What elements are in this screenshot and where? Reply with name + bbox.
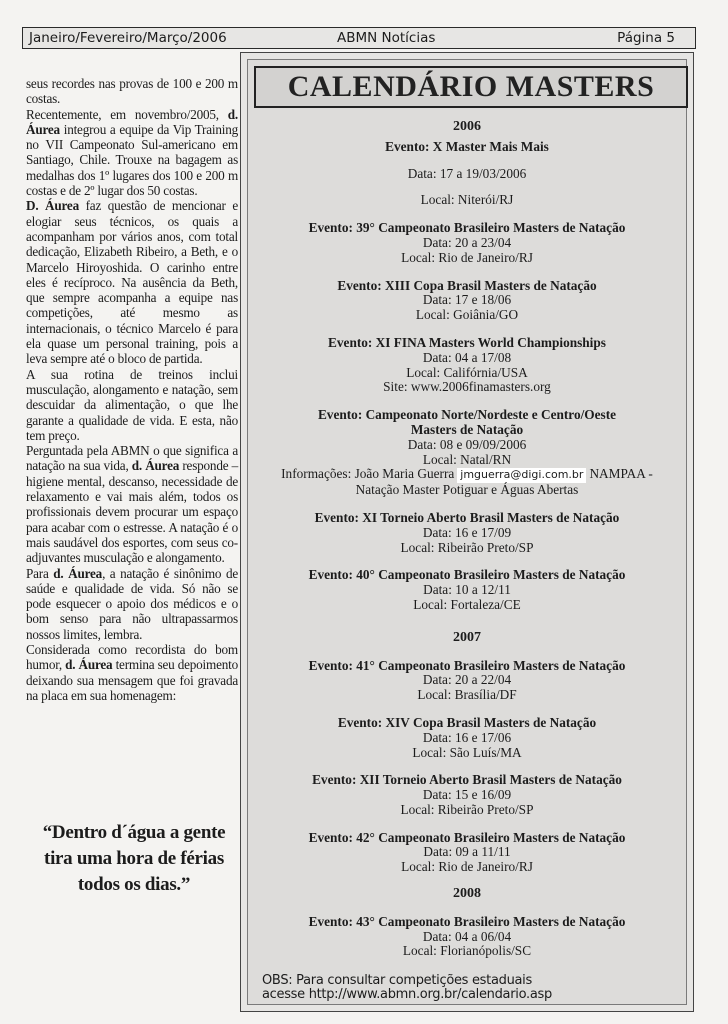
event-location: Local: Natal/RN bbox=[422, 451, 512, 467]
event-location: Local: Fortaleza/CE bbox=[413, 596, 521, 612]
year-heading: 2007 bbox=[453, 629, 481, 645]
article-paragraph: Perguntada pela ABMN o que significa a natação na sua vida, d. Áurea responde – higiene mental, descanso, necessidade de relaxamento e vai mais além, todos os profissionais devem procurar um espaço para acabar com o estresse. A natação é o mais saudável dos esportes, com seus co-adjuvantes musculação e alongamento. bbox=[26, 443, 238, 566]
event-entry bbox=[248, 511, 686, 555]
event-title: Evento: 41° Campeonato Brasileiro Masters de Natação bbox=[308, 657, 626, 673]
event-location: Local: Rio de Janeiro/RJ bbox=[401, 859, 533, 875]
page-number: Página 5 bbox=[617, 30, 675, 46]
calendar-events bbox=[248, 120, 686, 959]
calendar-title-box bbox=[254, 66, 688, 108]
event-title: Evento: Campeonato Norte/Nordeste e Centro/Oeste bbox=[317, 407, 617, 423]
event-location: Local: Goiânia/GO bbox=[415, 307, 519, 323]
issue-date: Janeiro/Fevereiro/Março/2006 bbox=[29, 30, 227, 46]
event-title: Evento: XII Torneio Aberto Brasil Masters de Natação bbox=[312, 772, 622, 788]
event-entry bbox=[248, 915, 686, 959]
event-title: Evento: XIV Copa Brasil Masters de Natação bbox=[337, 714, 597, 730]
event-date: Data: 17 e 18/06 bbox=[422, 292, 512, 308]
event-location: Local: São Luís/MA bbox=[412, 744, 522, 760]
article-paragraph: A sua rotina de treinos inclui musculação, alongamento e natação, sem descuidar da alimentação, o que lhe garante a qualidade de vida. E esta, não tem preço. bbox=[26, 366, 238, 443]
event-entry bbox=[248, 716, 686, 760]
article-paragraph: D. Áurea faz questão de mencionar e elogiar seus técnicos, os quais a acompanham por vários anos, com total dedicação, Elizabeth Ribeiro, a Beth, e o Marcelo Hiroyoshida. O carinho entre eles é recíproco. Na ausência da Beth, que sempre acompanha a equipe nas competições, até mesmo as internacionais, o técnico Marcelo é para ela quase um personal training, pois a leva sempre até o bloco de partida. bbox=[26, 198, 239, 367]
event-entry bbox=[248, 831, 686, 875]
page-header bbox=[22, 27, 696, 49]
event-entry bbox=[248, 773, 686, 817]
event-location: Local: Ribeirão Preto/SP bbox=[400, 539, 534, 555]
event-date: Data: 10 a 12/11 bbox=[423, 582, 511, 598]
event-location: Local: Brasília/DF bbox=[417, 687, 517, 703]
article-paragraph: Para d. Áurea, a natação é sinônimo de saúde e qualidade de vida. Só não se pode esquecer o apoio dos médicos e o bom senso para não ultrapassarmos nossos limites, lembra. bbox=[26, 565, 238, 642]
note-line: OBS: Para consultar competições estaduais bbox=[262, 973, 532, 988]
event-location: Local: Califórnia/USA bbox=[406, 364, 528, 380]
article-paragraph: Recentemente, em novembro/2005, d. Áurea integrou a equipe da Vip Training no VII Campeonato Sul-americano em Santiago, Chile. Trouxe na bagagem as medalhas dos 1º lugares dos 100 e 200 m costas e de 2º lugar dos 50 costas. bbox=[26, 106, 238, 199]
event-location: Local: Ribeirão Preto/SP bbox=[400, 801, 534, 817]
event-entry bbox=[248, 336, 686, 395]
event-location: Local: Florianópolis/SC bbox=[402, 943, 532, 959]
year-heading: 2008 bbox=[453, 886, 481, 902]
event-location: Local: Rio de Janeiro/RJ bbox=[401, 249, 533, 265]
event-entry bbox=[248, 408, 686, 498]
article-paragraph: Considerada como recordista do bom humor, d. Áurea termina seu depoimento deixando sua mensagem que foi gravada na placa em sua homenagem: bbox=[26, 641, 238, 703]
calendar-box bbox=[240, 52, 694, 1012]
event-title: Evento: X Master Mais Mais bbox=[385, 138, 549, 154]
publication-name: ABMN Notícias bbox=[337, 30, 436, 46]
event-title: Evento: XI FINA Masters World Championships bbox=[328, 334, 606, 350]
article-column bbox=[26, 76, 238, 703]
event-date: Data: 16 e 17/09 bbox=[422, 524, 512, 540]
event-date: Data: 09 a 11/11 bbox=[423, 844, 511, 860]
event-date: Data: 15 e 16/09 bbox=[422, 787, 512, 803]
event-date: Data: 16 e 17/06 bbox=[422, 729, 512, 745]
event-date: Data: 17 a 19/03/2006 bbox=[407, 165, 527, 181]
event-title: Evento: XIII Copa Brasil Masters de Natação bbox=[337, 277, 597, 293]
event-entry bbox=[248, 221, 686, 265]
event-entry bbox=[248, 659, 686, 703]
event-title: Evento: 40° Campeonato Brasileiro Masters de Natação bbox=[308, 567, 626, 583]
event-title: Evento: 39° Campeonato Brasileiro Masters de Natação bbox=[308, 220, 626, 236]
event-entry bbox=[248, 140, 686, 208]
note-link: acesse http://www.abmn.org.br/calendario.asp bbox=[262, 987, 552, 1002]
calendar-note bbox=[262, 974, 552, 1002]
event-date: Data: 08 e 09/09/2006 bbox=[407, 436, 527, 452]
event-title: Evento: 43° Campeonato Brasileiro Masters de Natação bbox=[308, 913, 626, 929]
event-title: Evento: XI Torneio Aberto Brasil Masters de Natação bbox=[314, 509, 620, 525]
event-date: Data: 20 a 22/04 bbox=[422, 672, 512, 688]
event-info-line2: Natação Master Potiguar e Águas Abertas bbox=[355, 482, 579, 498]
event-location: Local: Niterói/RJ bbox=[420, 192, 514, 208]
event-site: Site: www.2006finamasters.org bbox=[383, 379, 551, 395]
email-address: jmguerra@digi.com.br bbox=[457, 468, 586, 483]
event-title: Evento: 42° Campeonato Brasileiro Masters de Natação bbox=[308, 829, 626, 845]
event-info: Informações: João Maria Guerra jmguerra@digi.com.br NAMPAA - bbox=[281, 466, 653, 482]
calendar-panel bbox=[247, 59, 687, 1005]
calendar-title: CALENDÁRIO MASTERS bbox=[287, 70, 655, 103]
article-paragraph: seus recordes nas provas de 100 e 200 m costas. bbox=[26, 76, 238, 107]
event-entry bbox=[248, 279, 686, 323]
event-title-line2: Masters de Natação bbox=[410, 421, 524, 437]
pull-quote: “Dentro d´água a gente tira uma hora de férias todos os dias.” bbox=[42, 822, 226, 895]
event-date: Data: 04 a 17/08 bbox=[422, 349, 512, 365]
event-date: Data: 20 a 23/04 bbox=[422, 234, 512, 250]
event-entry bbox=[248, 568, 686, 612]
year-heading: 2006 bbox=[453, 119, 481, 134]
event-date: Data: 04 a 06/04 bbox=[422, 928, 512, 944]
